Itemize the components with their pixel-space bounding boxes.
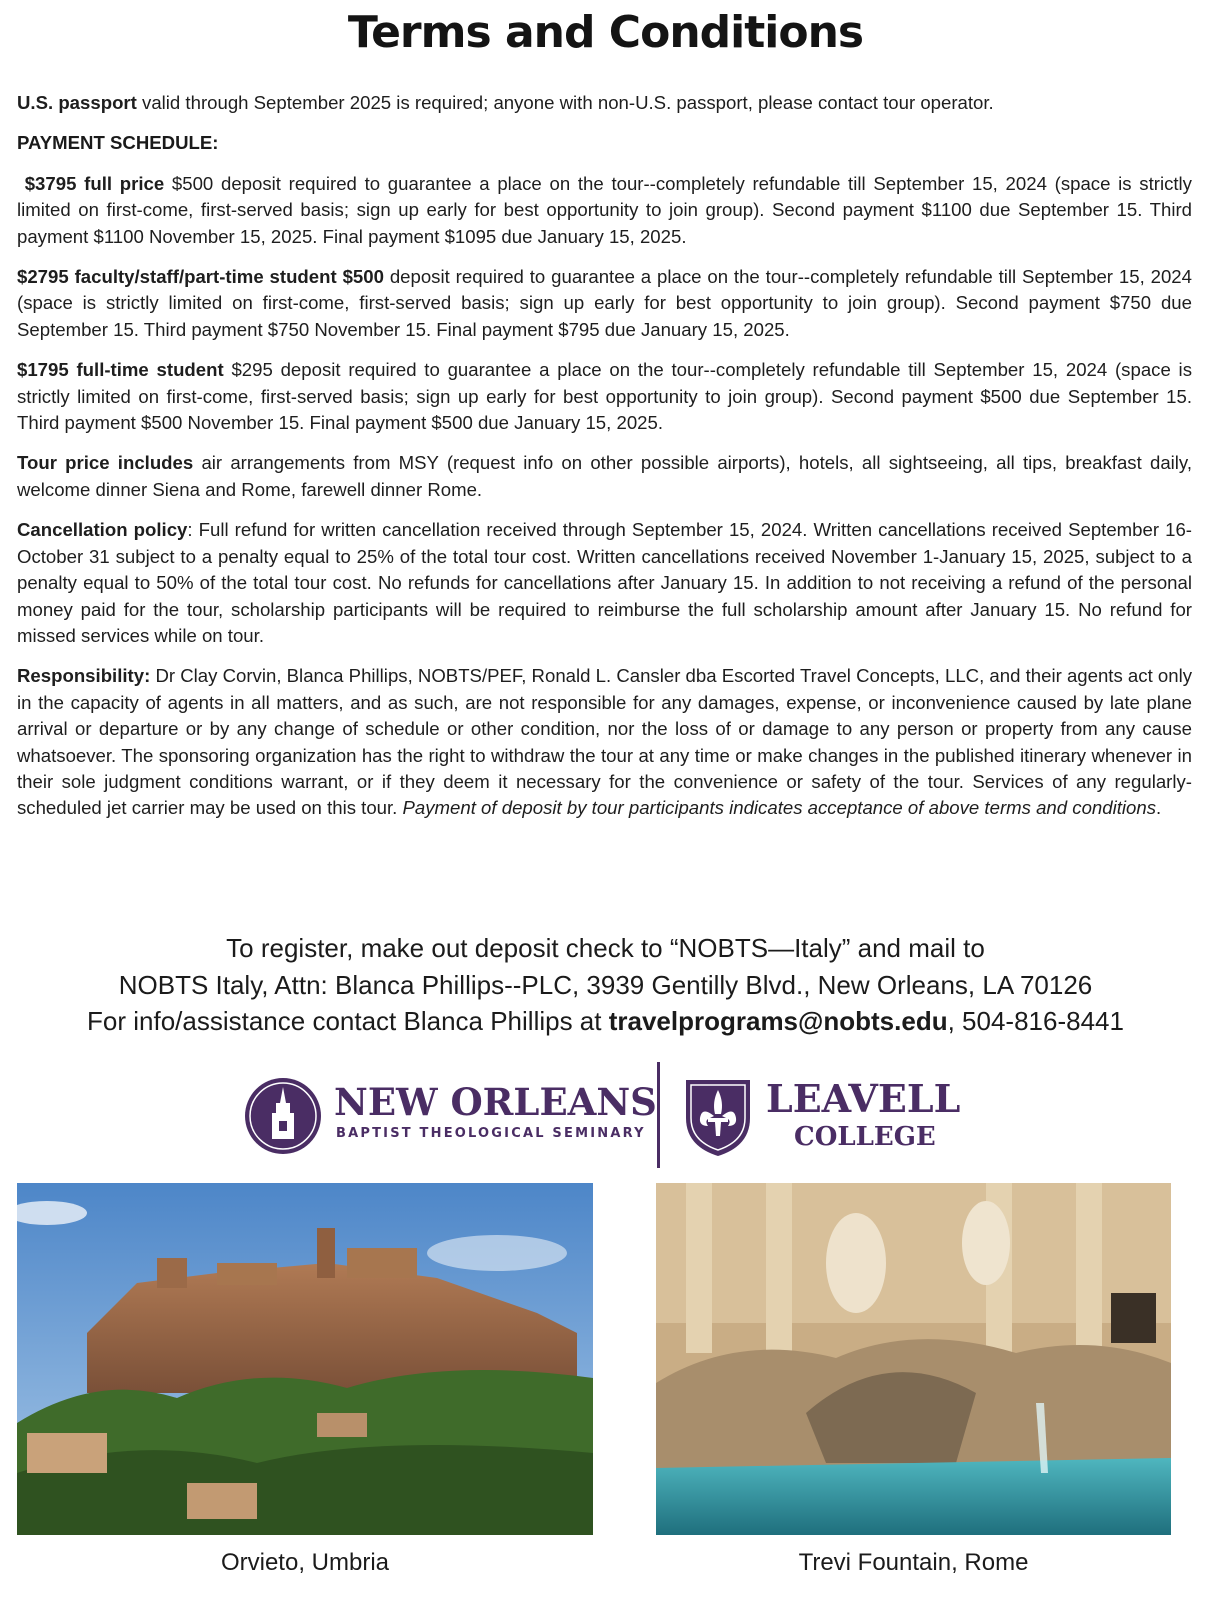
responsibility-label: Responsibility: xyxy=(17,665,151,687)
student-price-paragraph xyxy=(17,357,1192,436)
acceptance-note: Payment of deposit by tour participants indicates acceptance of above terms and conditions xyxy=(402,797,1156,819)
includes-paragraph xyxy=(17,450,1192,503)
leavell-logo-name: LEAVELL xyxy=(766,1076,961,1121)
passport-label: U.S. passport xyxy=(17,92,137,113)
terms-body xyxy=(17,90,1192,836)
register-line-1: To register, make out deposit check to “NOBTS—Italy” and mail to xyxy=(226,933,985,963)
full-price-text: $500 deposit required to guarantee a place on the tour--completely refundable till September 15, 2024 (space is strictly limited on first-come, first-served basis; sign up early for best opportunity to join group). Second payment $1100 due September 15. Third payment $1100 November 15, 2025. Final payment $1095 due January 15, 2025. xyxy=(17,172,1192,247)
student-price-text: $295 deposit required to guarantee a place on the tour--completely refundable till September 15, 2024 (space is strictly limited on first-come, first-served basis; sign up early for best opportunity to join group). Second payment $500 due September 15. Third payment $500 November 15. Final payment $500 due January 15, 2025. xyxy=(17,359,1192,434)
responsibility-paragraph xyxy=(17,663,1192,821)
nobts-seal-logo xyxy=(244,1077,322,1155)
responsibility-end: . xyxy=(1156,797,1162,819)
cancellation-paragraph xyxy=(17,517,1192,649)
trevi-caption: Trevi Fountain, Rome xyxy=(798,1549,1029,1576)
register-line-2: NOBTS Italy, Attn: Blanca Phillips--PLC, 3939 Gentilly Blvd., New Orleans, LA 70126 xyxy=(118,969,1093,1000)
full-price-label: $3795 full price xyxy=(24,172,165,194)
nobts-logo-name: NEW ORLEANS xyxy=(334,1080,657,1124)
nobts-logo-subtitle: BAPTIST THEOLOGICAL SEMINARY xyxy=(336,1126,646,1141)
includes-label: Tour price includes xyxy=(17,452,194,474)
full-price-paragraph xyxy=(17,171,1192,250)
student-price-label: $1795 full-time student xyxy=(17,359,224,381)
registration-block xyxy=(0,930,1211,1040)
register-line-3-prefix: For info/assistance contact Blanca Phillips at xyxy=(87,1006,609,1036)
orvieto-photo xyxy=(17,1183,593,1535)
passport-text: valid through September 2025 is required; anyone with non-U.S. passport, please contact tour operator. xyxy=(136,92,994,113)
fleur-de-lis-shield-icon xyxy=(684,1076,752,1158)
contact-phone: , 504-816-8441 xyxy=(947,1006,1124,1036)
page-title: Terms and Conditions xyxy=(347,7,864,58)
payment-schedule-heading: PAYMENT SCHEDULE: xyxy=(17,132,219,154)
passport-paragraph xyxy=(17,90,1192,116)
faculty-price-label: $2795 faculty/staff/part-time student $500 xyxy=(17,266,384,288)
cancellation-label: Cancellation policy xyxy=(17,519,188,541)
faculty-price-paragraph xyxy=(17,264,1192,343)
responsibility-text: Dr Clay Corvin, Blanca Phillips, NOBTS/PEF, Ronald L. Cansler dba Escorted Travel Concepts, LLC, and their agents act only in the capacity of agents in all matters, and as such, are not responsible for any damages, expense, or inconvenience caused by late plane arrival or departure or by any change of schedule or other condition, nor the loss of or damage to any person or property from any cause whatsoever. The sponsoring organization has the right to withdraw the tour at any time or make changes in the published itinerary whenever in their sole judgment conditions warrant, or if they deem it necessary for the convenience or safety of the tour. Services of any regularly-scheduled jet carrier may be used on this tour. xyxy=(17,665,1193,819)
cancellation-text: : Full refund for written cancellation received through September 15, 2024. Written cancellations received September 16-October 31 subject to a penalty equal to 25% of the total tour cost. Written cancellations received November 1-January 15, 2025, subject to a penalty equal to 50% of the total tour cost. No refunds for cancellations after January 15. In addition to not receiving a refund of the personal money paid for the tour, scholarship participants will be required to reimburse the full scholarship amount after January 15. No refund for missed services while on tour. xyxy=(17,519,1192,646)
leavell-logo-subtitle: COLLEGE xyxy=(794,1122,936,1152)
faculty-price-text: deposit required to guarantee a place on the tour--completely refundable till September 15, 2024 (space is strictly limited on first-come, first-served basis; sign up early for best opportunity to join group). Second payment $750 due September 15. Third payment $750 November 15. Final payment $795 due January 15, 2025. xyxy=(17,266,1192,340)
trevi-fountain-photo xyxy=(656,1183,1171,1535)
logo-divider xyxy=(657,1062,660,1168)
contact-email-link[interactable]: travelprograms@nobts.edu xyxy=(608,1006,948,1036)
includes-text: air arrangements from MSY (request info on other possible airports), hotels, all sightseeing, all tips, breakfast daily, welcome dinner Siena and Rome, farewell dinner Rome. xyxy=(17,452,1192,500)
logo-bar xyxy=(244,1062,964,1162)
register-line-3 xyxy=(0,1003,1211,1040)
orvieto-caption: Orvieto, Umbria xyxy=(220,1549,390,1576)
